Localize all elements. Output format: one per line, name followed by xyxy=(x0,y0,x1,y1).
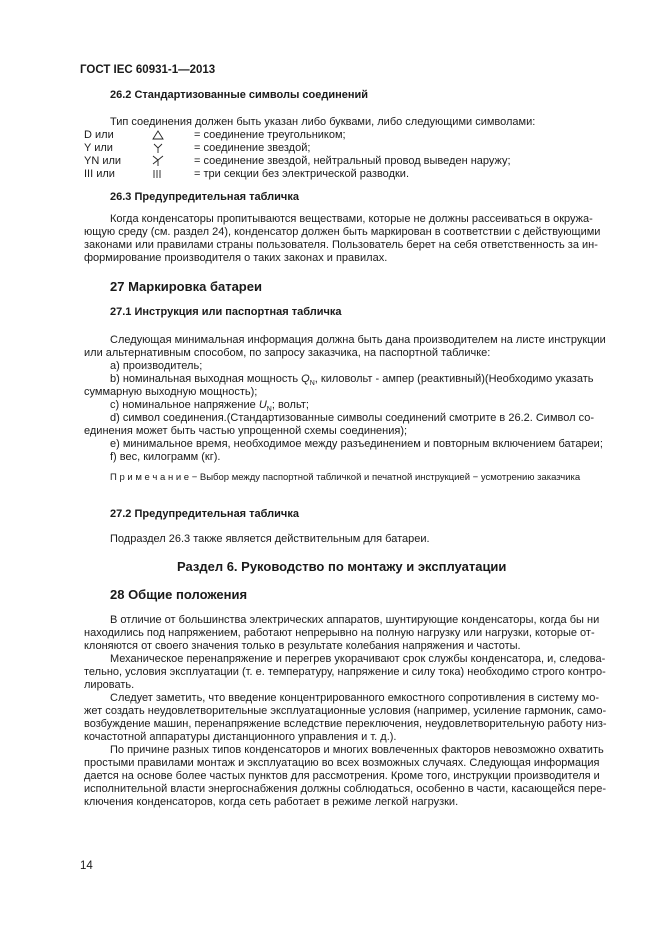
symbol-code-iii: III или xyxy=(84,168,115,180)
paragraph-line: единения может быть частью упрощенной схемы соединения); xyxy=(84,425,408,437)
paragraph-line: законами или правилами страны пользователя. Пользователь берет на себя ответственность за ин- xyxy=(84,239,598,251)
heading-27-2: 27.2 Предупредительная табличка xyxy=(110,508,299,520)
list-item-b: b) номинальная выходная мощность $Q_N$, киловольт - ампер (реактивный)(Необходимо указать xyxy=(110,373,594,388)
paragraph-line: клоняются от своего значения только в результате колебания напряжения и частоты. xyxy=(84,640,521,652)
paragraph-line: кочастотной аппаратуры дистанционного управления и т. д.). xyxy=(84,731,397,743)
paragraph-26-2-intro: Тип соединения должен быть указан либо буквами, либо следующими символами: xyxy=(110,116,536,128)
note: П р и м е ч а н и е − Выбор между паспортной табличкой и печатной инструкцией − усмотрению заказчика xyxy=(110,472,581,483)
heading-26-3: 26.3 Предупредительная табличка xyxy=(110,191,299,203)
heading-27: 27 Маркировка батареи xyxy=(110,279,262,294)
paragraph-line: формирование производителя о таких законах и правилах. xyxy=(84,252,388,264)
symbol-desc-yn: = соединение звездой, нейтральный провод выведен наружу; xyxy=(194,155,511,167)
paragraph-line: или альтернативным способом, по запросу заказчика, на паспортной табличке: xyxy=(84,347,491,359)
triangle-symbol-icon xyxy=(152,130,164,140)
paragraph-line: простыми правилами монтаж и эксплуатацию во всех возможных случаях. Следующая информация xyxy=(84,757,600,769)
symbol-desc-iii: = три секции без электрической разводки. xyxy=(194,168,409,180)
paragraph-line: дается на основе более частых пунктов для рассмотрения. Кроме того, инструкции производителя и xyxy=(84,770,600,782)
star-neutral-symbol-icon xyxy=(150,154,166,168)
paragraph-line: В отличие от большинства электрических аппаратов, шунтирующие конденсаторы, когда бы ни xyxy=(110,614,600,626)
heading-28: 28 Общие положения xyxy=(110,587,248,602)
heading-26-2: 26.2 Стандартизованные символы соединений xyxy=(110,89,369,101)
star-symbol-icon xyxy=(152,143,164,154)
list-item-d: d) символ соединения.(Стандартизованные символы соединений смотрите в 26.2. Символ со- xyxy=(110,412,594,424)
paragraph-line: исполнительной власти энергоснабжения должны соблюдаться, особенно в части, касающейся пере- xyxy=(84,783,607,795)
list-item-f: f) вес, килограмм (кг). xyxy=(110,451,221,463)
section-6-heading: Раздел 6. Руководство по монтажу и эксплуатации xyxy=(177,559,507,574)
paragraph-27-2: Подраздел 26.3 также является действительным для батареи. xyxy=(110,533,430,545)
symbol-code-d: D или xyxy=(84,129,114,141)
paragraph-line: жет создать неудовлетворительные эксплуатационные условия (например, усиление гармоник, само- xyxy=(84,705,607,717)
list-item-c: c) номинальное напряжение $U_N$; вольт; xyxy=(110,399,309,414)
paragraph-line: Механическое перенапряжение и перегрев укорачивают срок службы конденсатора, и, следова- xyxy=(110,653,606,665)
paragraph-line: ющую среду (см. раздел 24), конденсатор должен быть маркирован в соответствии с действующими xyxy=(84,226,601,238)
paragraph-line: находились под напряжением, работают непрерывно на полную нагрузку или нагрузки, которые от- xyxy=(84,627,595,639)
heading-27-1: 27.1 Инструкция или паспортная табличка xyxy=(110,306,342,318)
page-number: 14 xyxy=(80,860,93,872)
paragraph-line: Когда конденсаторы пропитываются веществами, которые не должны рассеиваться в окружа- xyxy=(110,213,593,225)
paragraph-line: Следует заметить, что введение концентрированного емкостного сопротивления в систему мо- xyxy=(110,692,599,704)
paragraph-line: возбуждение машин, перенапряжение вследствие переключения, неудовлетворительную работу низ- xyxy=(84,718,607,730)
three-sections-symbol-icon xyxy=(152,169,162,179)
paragraph-line: ключения конденсаторов, когда сеть работает в режиме легкой нагрузки. xyxy=(84,796,459,808)
paragraph-line: Следующая минимальная информация должна быть дана производителем на листе инструкции xyxy=(110,334,606,346)
paragraph-line: суммарную выходную мощность); xyxy=(84,386,258,398)
symbol-code-yn: YN или xyxy=(84,155,122,167)
document-header: ГОСТ IEC 60931-1—2013 xyxy=(80,64,216,76)
symbol-desc-y: = соединение звездой; xyxy=(194,142,311,154)
list-item-e: e) минимальное время, необходимое между разъединением и повторным включением батареи; xyxy=(110,438,603,450)
paragraph-line: лировать. xyxy=(84,679,135,691)
paragraph-line: По причине разных типов конденсаторов и многих вовлеченных факторов невозможно охватить xyxy=(110,744,604,756)
paragraph-line: тельно, условия эксплуатации (т. е. температуру, напряжение и силу тока) необходимо строго контро- xyxy=(84,666,606,678)
list-item-a: a) производитель; xyxy=(110,360,203,372)
symbol-code-y: Y или xyxy=(84,142,113,154)
symbol-desc-d: = соединение треугольником; xyxy=(194,129,346,141)
